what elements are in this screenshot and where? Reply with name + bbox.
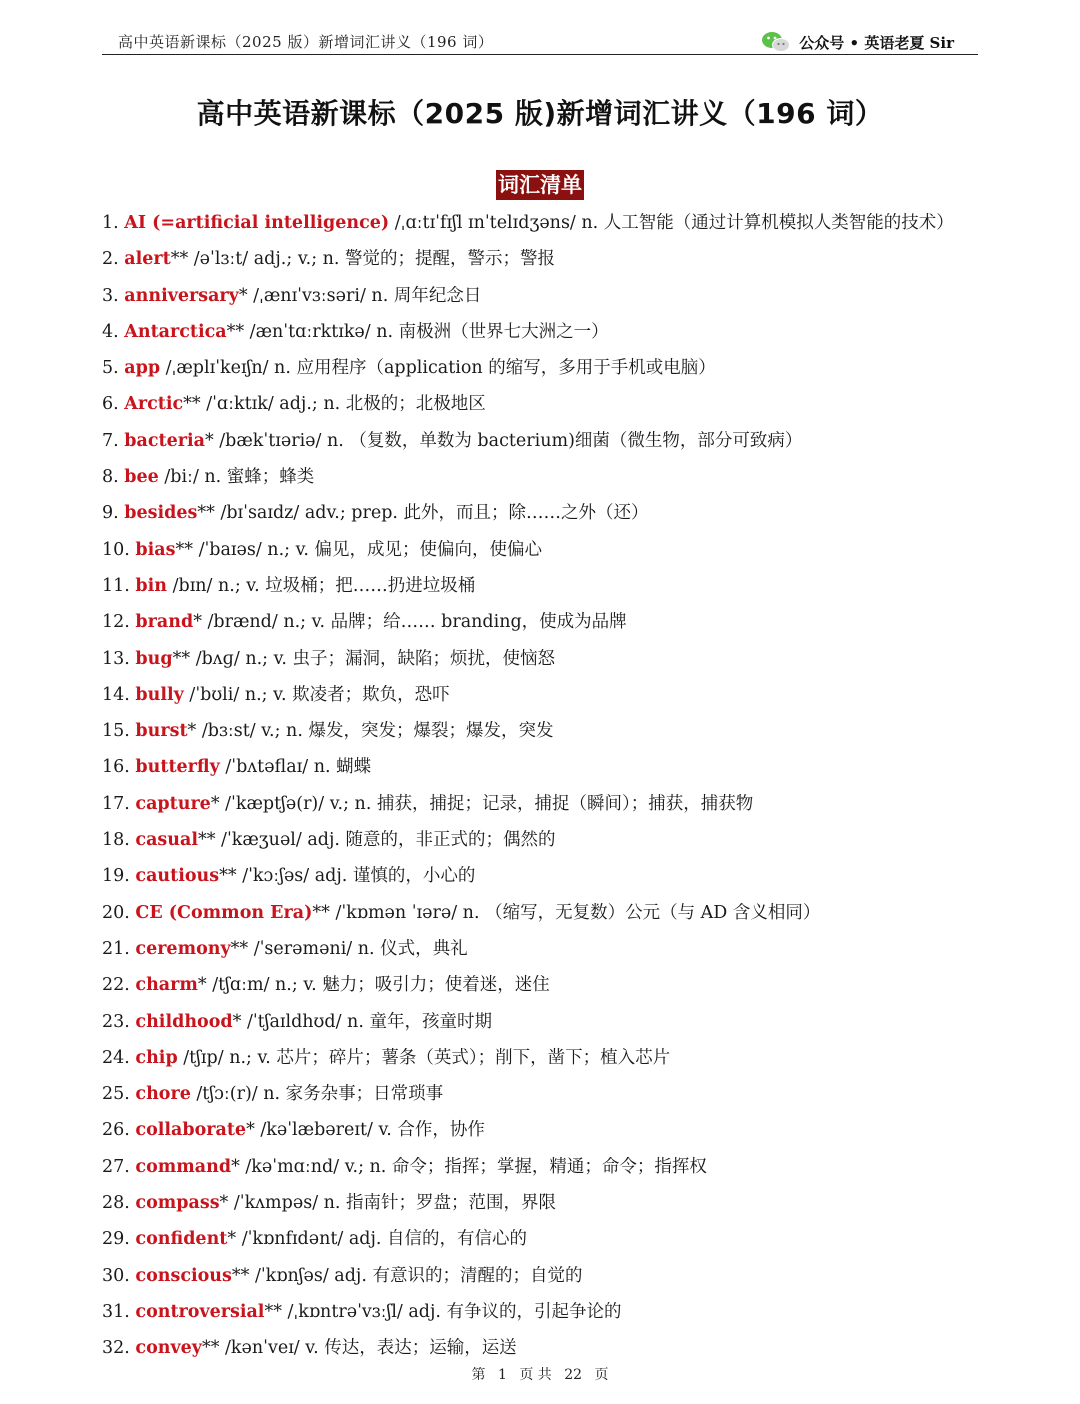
entry-word: bug (135, 648, 173, 669)
vocab-entry (102, 1294, 1002, 1330)
entry-word: bee (124, 467, 159, 488)
entry-definition: /bɪˈsaɪdz/ adv.; prep. 此外，而且；除……之外（还） (214, 503, 649, 524)
footer-label-end: 页 (594, 1367, 609, 1383)
entry-definition: /kəˈlæbəreɪt/ v. 合作，协作 (254, 1120, 485, 1141)
entry-word: collaborate (135, 1120, 247, 1141)
entry-number: 23. (102, 1011, 130, 1032)
entry-definition: /ˈkʌmpəs/ n. 指南针；罗盘；范围，界限 (228, 1193, 557, 1214)
vocab-entry (102, 822, 1002, 858)
entry-word: cautious (135, 866, 220, 887)
entry-star-mark: ** (230, 938, 249, 959)
entry-definition: /ˈbʊli/ n.; v. 欺凌者；欺负，恐吓 (183, 684, 450, 705)
entry-definition: /ˈkɔːʃəs/ adj. 谨慎的，小心的 (236, 866, 476, 887)
entry-number: 10. (102, 539, 130, 560)
entry-star-mark: ** (231, 1265, 250, 1286)
vocab-entry (102, 1185, 1002, 1221)
vocab-entry (102, 314, 1002, 350)
entry-number: 28. (102, 1193, 130, 1214)
vocab-entry (102, 931, 1002, 967)
entry-definition: /ˈbʌtəflaɪ/ n. 蝴蝶 (219, 757, 372, 778)
vocab-entry (102, 677, 1002, 713)
entry-star-mark: ** (219, 866, 237, 887)
entry-definition: /bɪn/ n.; v. 垃圾桶；把……扔进垃圾桶 (167, 575, 476, 596)
entry-number: 30. (102, 1265, 130, 1286)
entry-definition: /ˈtʃaɪldhʊd/ n. 童年，孩童时期 (241, 1011, 492, 1032)
entry-number: 6. (102, 394, 119, 415)
entry-definition: /ˌænɪˈvɜːsəri/ n. 周年纪念日 (247, 285, 482, 306)
entry-word: capture (135, 793, 211, 814)
entry-number: 3. (102, 285, 119, 306)
entry-star-mark: * (246, 1120, 255, 1141)
entry-definition: /ˈserəməni/ n. 仪式，典礼 (248, 938, 468, 959)
entry-definition: /biː/ n. 蜜蜂；蜂类 (158, 467, 315, 488)
entry-number: 29. (102, 1229, 130, 1250)
entry-word: Antarctica (124, 321, 227, 342)
vocab-entry (102, 895, 1002, 931)
entry-star-mark: * (193, 612, 202, 633)
entry-definition: /əˈlɜːt/ adj.; v.; n. 警觉的；提醒，警示；警报 (188, 249, 556, 270)
header-account-label: 公众号 • 英语老夏 Sir (799, 33, 954, 52)
entry-definition: /ˈkɒnfɪdənt/ adj. 自信的，有信心的 (236, 1229, 528, 1250)
entry-word: brand (135, 612, 194, 633)
entry-number: 18. (102, 830, 130, 851)
document-title: 高中英语新课标（2025 版)新增词汇讲义（196 词） (196, 97, 884, 130)
entry-number: 16. (102, 757, 130, 778)
entry-definition: /ˈkæptʃə(r)/ v.; n. 捕获，捕捉；记录，捕捉（瞬间）；捕获，捕获物 (219, 793, 754, 814)
entry-number: 11. (102, 575, 130, 596)
entry-number: 32. (102, 1338, 130, 1359)
entry-definition: /ˈbaɪəs/ n.; v. 偏见，成见；使偏向，使偏心 (193, 539, 543, 560)
entry-number: 13. (102, 648, 130, 669)
entry-definition: /bɜːst/ v.; n. 爆发，突发；爆裂；爆发，突发 (196, 721, 554, 742)
entry-star-mark: ** (312, 902, 330, 923)
entry-star-mark: * (204, 430, 214, 451)
vocab-entry (102, 1076, 1002, 1112)
header-account (761, 30, 954, 54)
vocab-entry (102, 604, 1002, 640)
entry-word: CE (Common Era) (135, 902, 313, 923)
page-header (102, 26, 978, 55)
vocab-entry (102, 641, 1002, 677)
entry-word: anniversary (124, 285, 239, 306)
entry-definition: /ænˈtɑːrktɪkə/ n. 南极洲（世界七大洲之一） (244, 321, 609, 342)
entry-definition: /tʃɔː(r)/ n. 家务杂事；日常琐事 (190, 1084, 444, 1105)
vocab-entry (102, 495, 1002, 531)
vocab-entry (102, 1221, 1002, 1257)
vocab-entry (102, 1258, 1002, 1294)
entry-definition: /bʌɡ/ n.; v. 虫子；漏洞，缺陷；烦扰，使恼怒 (190, 648, 556, 669)
entry-number: 1. (102, 213, 119, 233)
entry-number: 19. (102, 866, 130, 887)
entry-number: 21. (102, 938, 130, 959)
entry-definition: /ˈɑːktɪk/ adj.; n. 北极的；北极地区 (200, 394, 486, 415)
entry-number: 25. (102, 1084, 130, 1105)
entry-star-mark: * (232, 1011, 242, 1032)
entry-number: 15. (102, 721, 130, 742)
entry-definition: /tʃɑːm/ n.; v. 魅力；吸引力；使着迷，迷住 (206, 975, 550, 996)
entry-word: conscious (135, 1265, 232, 1286)
entry-word: burst (135, 721, 188, 742)
entry-number: 22. (102, 975, 130, 996)
vocab-entry (102, 1112, 1002, 1148)
entry-word: controversial (135, 1301, 265, 1322)
header-document-title: 高中英语新课标（2025 版）新增词汇讲义（196 词） (118, 33, 494, 51)
entry-word: ceremony (135, 938, 231, 959)
entry-word: bacteria (124, 430, 205, 451)
entry-star-mark: * (187, 721, 197, 742)
entry-star-mark: ** (172, 648, 191, 669)
vocab-entry (102, 350, 1002, 386)
vocab-entry (102, 568, 1002, 604)
entry-definition: /tʃɪp/ n.; v. 芯片；碎片；薯条（英式）；削下，凿下；植入芯片 (177, 1047, 671, 1068)
entry-number: 17. (102, 793, 130, 814)
entry-star-mark: ** (226, 321, 245, 342)
entry-number: 9. (102, 503, 119, 524)
entry-definition: /ˌɑːtɪˈfɪʃl ɪnˈtelɪdʒəns/ n. 人工智能（通过计算机模拟人类智能的技术） (389, 213, 954, 233)
vocab-entry (102, 1149, 1002, 1185)
entry-word: compass (135, 1193, 220, 1214)
vocab-entry (102, 713, 1002, 749)
wechat-icon (761, 30, 791, 54)
entry-definition: /ˈkɒnʃəs/ adj. 有意识的；清醒的；自觉的 (249, 1265, 583, 1286)
entry-number: 2. (102, 249, 119, 270)
entry-star-mark: ** (197, 830, 216, 851)
entry-word: convey (135, 1338, 202, 1359)
entry-number: 7. (102, 430, 119, 451)
entry-word: Arctic (124, 394, 184, 415)
entry-word: childhood (135, 1011, 233, 1032)
entry-word: AI (=artificial intelligence) (124, 213, 390, 233)
footer-current-page: 1 (497, 1367, 507, 1383)
vocab-entry (102, 749, 1002, 785)
vocab-entry (102, 532, 1002, 568)
footer-label-page: 第 (471, 1367, 486, 1383)
vocab-entry (102, 423, 1002, 459)
entry-word: besides (124, 503, 198, 524)
entry-word: chip (135, 1047, 178, 1068)
entry-star-mark: * (210, 793, 220, 814)
entry-number: 24. (102, 1047, 130, 1068)
entry-word: casual (135, 830, 198, 851)
entry-word: chore (135, 1084, 191, 1105)
entry-number: 4. (102, 321, 119, 342)
entry-number: 31. (102, 1301, 130, 1322)
vocab-entry (102, 241, 1002, 277)
entry-definition: /ˈkɒmən ˈɪərə/ n. （缩写，无复数）公元（与 AD 含义相同） (329, 902, 821, 923)
entry-word: confident (135, 1229, 228, 1250)
entry-star-mark: * (231, 1156, 240, 1177)
entry-star-mark: ** (197, 503, 215, 524)
vocab-entry (102, 967, 1002, 1003)
entry-word: bin (135, 575, 168, 596)
entry-definition: /ˈkæʒuəl/ adj. 随意的，非正式的；偶然的 (215, 830, 556, 851)
entry-word: butterfly (135, 757, 220, 778)
entry-definition: /kənˈveɪ/ v. 传达，表达；运输，运送 (219, 1338, 517, 1359)
vocab-entry (102, 1004, 1002, 1040)
entry-definition: /brænd/ n.; v. 品牌；给…… branding，使成为品牌 (201, 612, 627, 633)
entry-star-mark: * (219, 1193, 229, 1214)
entry-definition: /ˌkɒntrəˈvɜːʃl/ adj. 有争议的，引起争论的 (281, 1301, 622, 1322)
entry-star-mark: * (197, 975, 207, 996)
entry-star-mark: ** (175, 539, 193, 560)
entry-word: alert (124, 249, 171, 270)
entry-number: 5. (102, 358, 119, 379)
entry-number: 12. (102, 612, 130, 633)
footer-total-pages: 22 (564, 1367, 583, 1383)
entry-word: app (124, 358, 161, 379)
vocab-entry (102, 459, 1002, 495)
section-label: 词汇清单 (496, 170, 584, 200)
vocab-entry (102, 786, 1002, 822)
entry-star-mark: ** (201, 1338, 220, 1359)
entry-star-mark: ** (170, 249, 189, 270)
entry-star-mark: ** (183, 394, 201, 415)
entry-number: 27. (102, 1156, 130, 1177)
vocab-entry (102, 858, 1002, 894)
entry-star-mark: * (227, 1229, 237, 1250)
vocab-entry (102, 1330, 1002, 1366)
entry-star-mark: * (238, 285, 248, 306)
entry-definition: /bækˈtɪəriə/ n. （复数，单数为 bacterium)细菌（微生物，部分可致病） (213, 430, 803, 451)
vocab-list (102, 205, 1002, 1367)
page-footer (0, 1364, 1080, 1384)
entry-number: 14. (102, 684, 130, 705)
entry-number: 20. (102, 902, 130, 923)
vocab-entry (102, 386, 1002, 422)
entry-number: 8. (102, 467, 119, 488)
entry-word: command (135, 1156, 232, 1177)
entry-star-mark: ** (264, 1301, 282, 1322)
entry-word: bully (135, 684, 184, 705)
entry-word: charm (135, 975, 198, 996)
vocab-entry (102, 1040, 1002, 1076)
entry-definition: /ˌæplɪˈkeɪʃn/ n. 应用程序（application 的缩写，多用于手机或电脑） (160, 358, 716, 379)
footer-label-mid: 页 共 (519, 1367, 552, 1383)
vocab-entry (102, 278, 1002, 314)
entry-definition: /kəˈmɑːnd/ v.; n. 命令；指挥；掌握，精通；命令；指挥权 (239, 1156, 707, 1177)
entry-number: 26. (102, 1120, 130, 1141)
vocab-entry (102, 205, 1002, 241)
entry-word: bias (135, 539, 176, 560)
